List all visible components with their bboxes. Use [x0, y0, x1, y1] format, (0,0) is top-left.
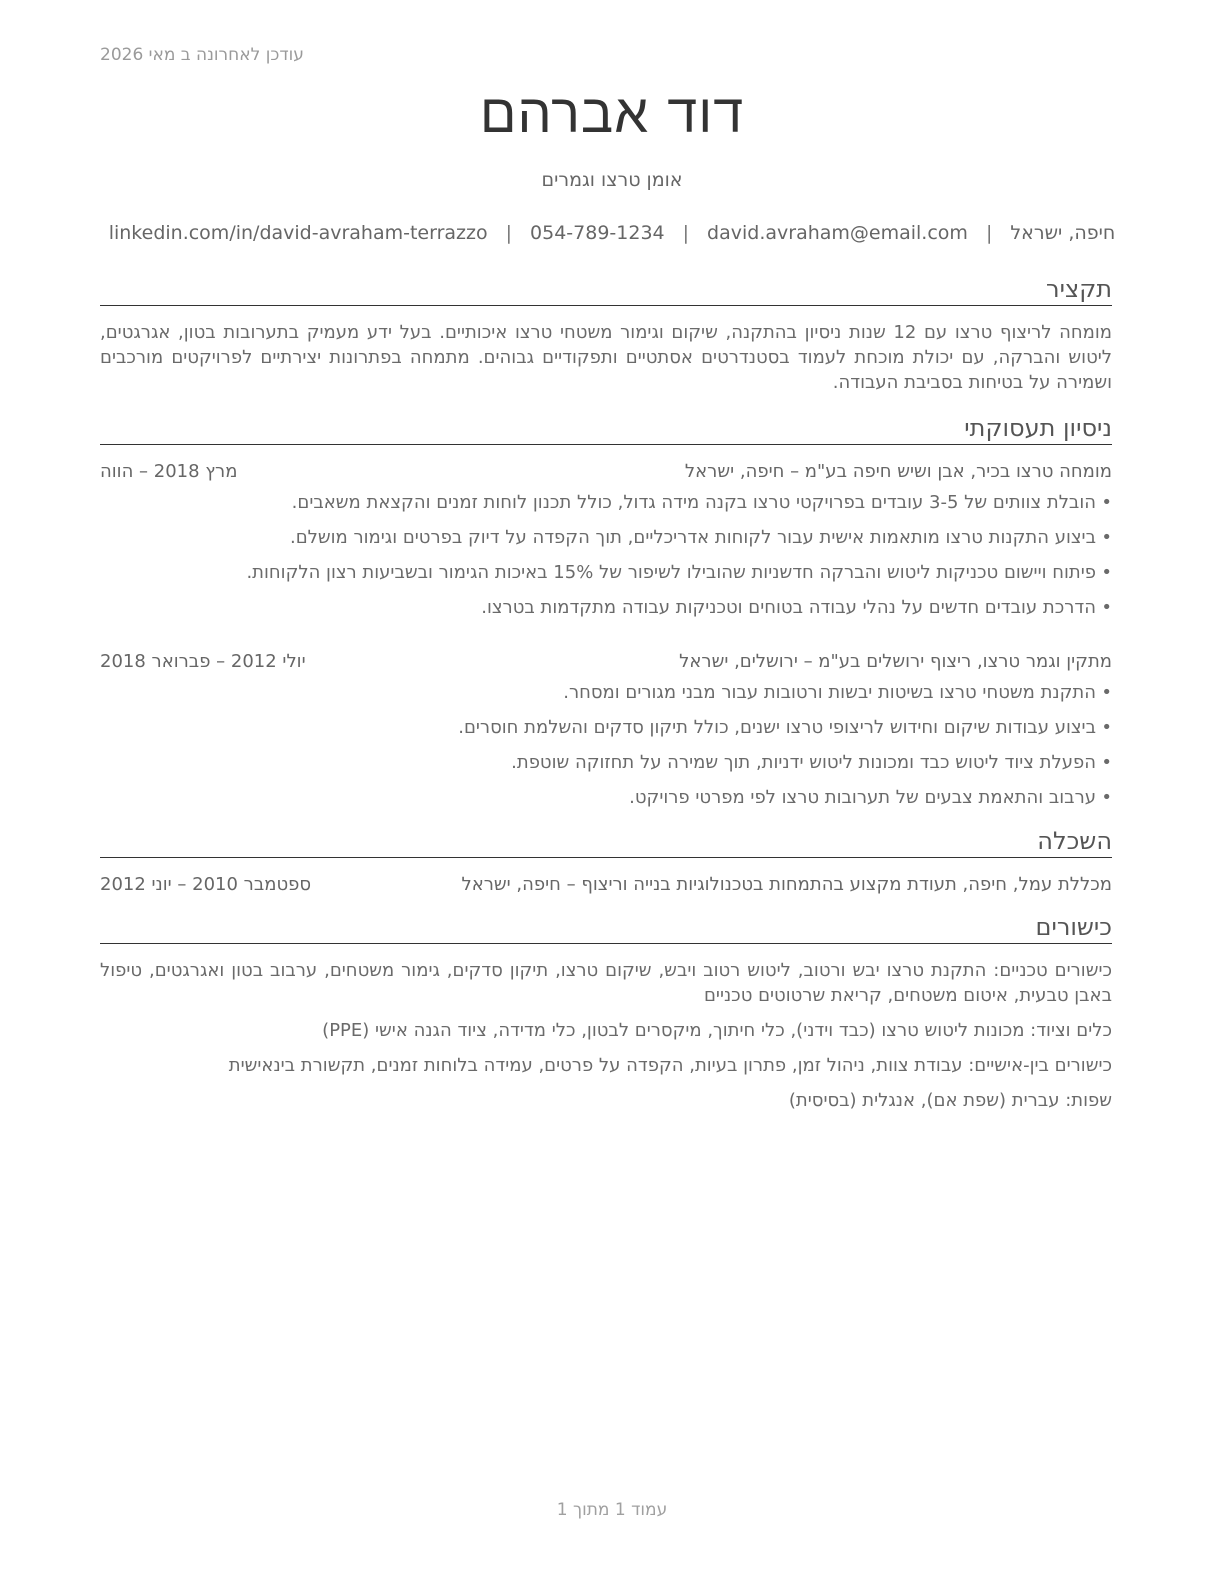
job-header — [100, 649, 1112, 674]
bullet-text: ערבוב והתאמת צבעים של תערובות טרצו לפי מפרטי פרויקט. — [629, 787, 1096, 808]
education-section — [100, 826, 1112, 897]
skills-section — [100, 912, 1112, 1113]
skill-line: כישורים טכניים: התקנת טרצו יבש ורטוב, ליטוש רטוב ויבש, שיקום טרצו, תיקון סדקים, גימור משטחים, ערבוב בטון ואגרגטים, טיפול באבן טבעית, איטום משטחים, קריאת שרטוטים טכניים — [100, 960, 1112, 1006]
last-updated: עודכן לאחרונה ב מאי 2026 — [100, 45, 304, 65]
job-title: מומחה טרצו בכיר, אבן ושיש חיפה בע"מ – חיפה, ישראל — [684, 461, 1112, 482]
list-item — [100, 490, 1112, 515]
bullet-text: פיתוח ויישום טכניקות ליטוש והברקה חדשניות שהובילו לשיפור של 15% באיכות הגימור ובשביעות רצון הלקוחות. — [246, 562, 1096, 583]
job-header — [100, 459, 1112, 484]
list-item — [100, 715, 1112, 740]
education-dates: ספטמבר 2010 – יוני 2012 — [100, 874, 312, 895]
summary-section — [100, 274, 1112, 395]
bullet-icon: • — [1101, 787, 1112, 808]
bullet-text: ביצוע התקנות טרצו מותאמות אישית עבור לקוחות אדריכליים, תוך הקפדה על דיוק בפרטים וגימור מושלם. — [289, 527, 1096, 548]
skill-line: כלים וציוד: מכונות ליטוש טרצו (כבד וידני), כלי חיתוך, מיקסרים לבטון, כלי מדידה, ציוד הגנה אישי (PPE) — [322, 1020, 1112, 1041]
job-entry — [100, 649, 1112, 810]
candidate-title: אומן טרצו וגמרים — [541, 169, 683, 191]
summary-heading: תקציר — [100, 274, 1112, 306]
skills-heading: כישורים — [100, 912, 1112, 944]
education-heading: השכלה — [100, 826, 1112, 858]
page-number: עמוד 1 מתוך 1 — [556, 1500, 668, 1520]
bullet-text: הובלת צוותים של 3-5 עובדים בפרויקטי טרצו בקנה מידה גדול, כולל תכנון לוחות זמנים והקצאת משאבים. — [291, 492, 1096, 513]
bullet-text: ביצוע עבודות שיקום וחידוש לריצופי טרצו ישנים, כולל תיקון סדקים והשלמת חוסרים. — [458, 717, 1096, 738]
contact-separator: | — [985, 222, 993, 244]
skill-line: כישורים בין-אישיים: עבודת צוות, ניהול זמן, פתרון בעיות, הקפדה על פרטים, עמידה בלוחות זמנים, תקשורת בינאישית — [228, 1055, 1112, 1076]
education-entry — [100, 872, 1112, 897]
list-item — [100, 525, 1112, 550]
contact-location: חיפה, ישראל — [1010, 222, 1116, 244]
bullet-text: התקנת משטחי טרצו בשיטות יבשות ורטובות עבור מבני מגורים ומסחר. — [563, 682, 1096, 703]
job-title: מתקין וגמר טרצו, ריצוף ירושלים בע"מ – ירושלים, ישראל — [679, 651, 1112, 672]
bullet-text: הדרכת עובדים חדשים על נהלי עבודה בטוחים וטכניקות עבודה מתקדמות בטרצו. — [481, 597, 1096, 618]
contact-linkedin[interactable]: linkedin.com/in/david-avraham-terrazzo — [108, 222, 488, 244]
bullet-icon: • — [1101, 527, 1112, 548]
job-entry — [100, 459, 1112, 620]
experience-section — [100, 413, 1112, 810]
contact-email[interactable]: david.avraham@email.com — [707, 222, 968, 244]
bullet-icon: • — [1101, 597, 1112, 618]
job-dates: יולי 2012 – פברואר 2018 — [100, 651, 306, 672]
candidate-name: דוד אברהם — [479, 82, 745, 145]
job-dates: מרץ 2018 – הווה — [100, 461, 238, 482]
education-text: מכללת עמל, חיפה, תעודת מקצוע בהתמחות בטכנולוגיות בנייה וריצוף – חיפה, ישראל — [461, 874, 1112, 895]
bullet-icon: • — [1101, 682, 1112, 703]
contact-line — [100, 222, 1124, 244]
experience-heading: ניסיון תעסוקתי — [100, 413, 1112, 445]
list-item — [100, 560, 1112, 585]
bullet-icon: • — [1101, 752, 1112, 773]
list-item — [100, 680, 1112, 705]
bullet-icon: • — [1101, 717, 1112, 738]
contact-phone[interactable]: 054-789-1234 — [530, 222, 665, 244]
list-item — [100, 750, 1112, 775]
skill-line: שפות: עברית (שפת אם), אנגלית (בסיסית) — [788, 1090, 1112, 1111]
job-bullets — [100, 490, 1112, 620]
contact-separator: | — [505, 222, 513, 244]
bullet-icon: • — [1101, 562, 1112, 583]
contact-separator: | — [682, 222, 690, 244]
list-item — [100, 785, 1112, 810]
list-item — [100, 595, 1112, 620]
job-bullets — [100, 680, 1112, 810]
bullet-text: הפעלת ציוד ליטוש כבד ומכונות ליטוש ידניות, תוך שמירה על תחזוקה שוטפת. — [511, 752, 1096, 773]
summary-text: מומחה לריצוף טרצו עם 12 שנות ניסיון בהתקנה, שיקום וגימור משטחי טרצו איכותיים. בעל ידע מעמיק בתערובות בטון, אגרגטים, ליטוש והברקה, עם יכולת מוכחת לעמוד בסטנדרטים אסתטיים ותפקודיים גבוהים. מתמחה בפתרונות יצירתיים לפרויקטים מורכבים ושמירה על בטיחות בסביבת העבודה. — [100, 322, 1112, 393]
bullet-icon: • — [1101, 492, 1112, 513]
